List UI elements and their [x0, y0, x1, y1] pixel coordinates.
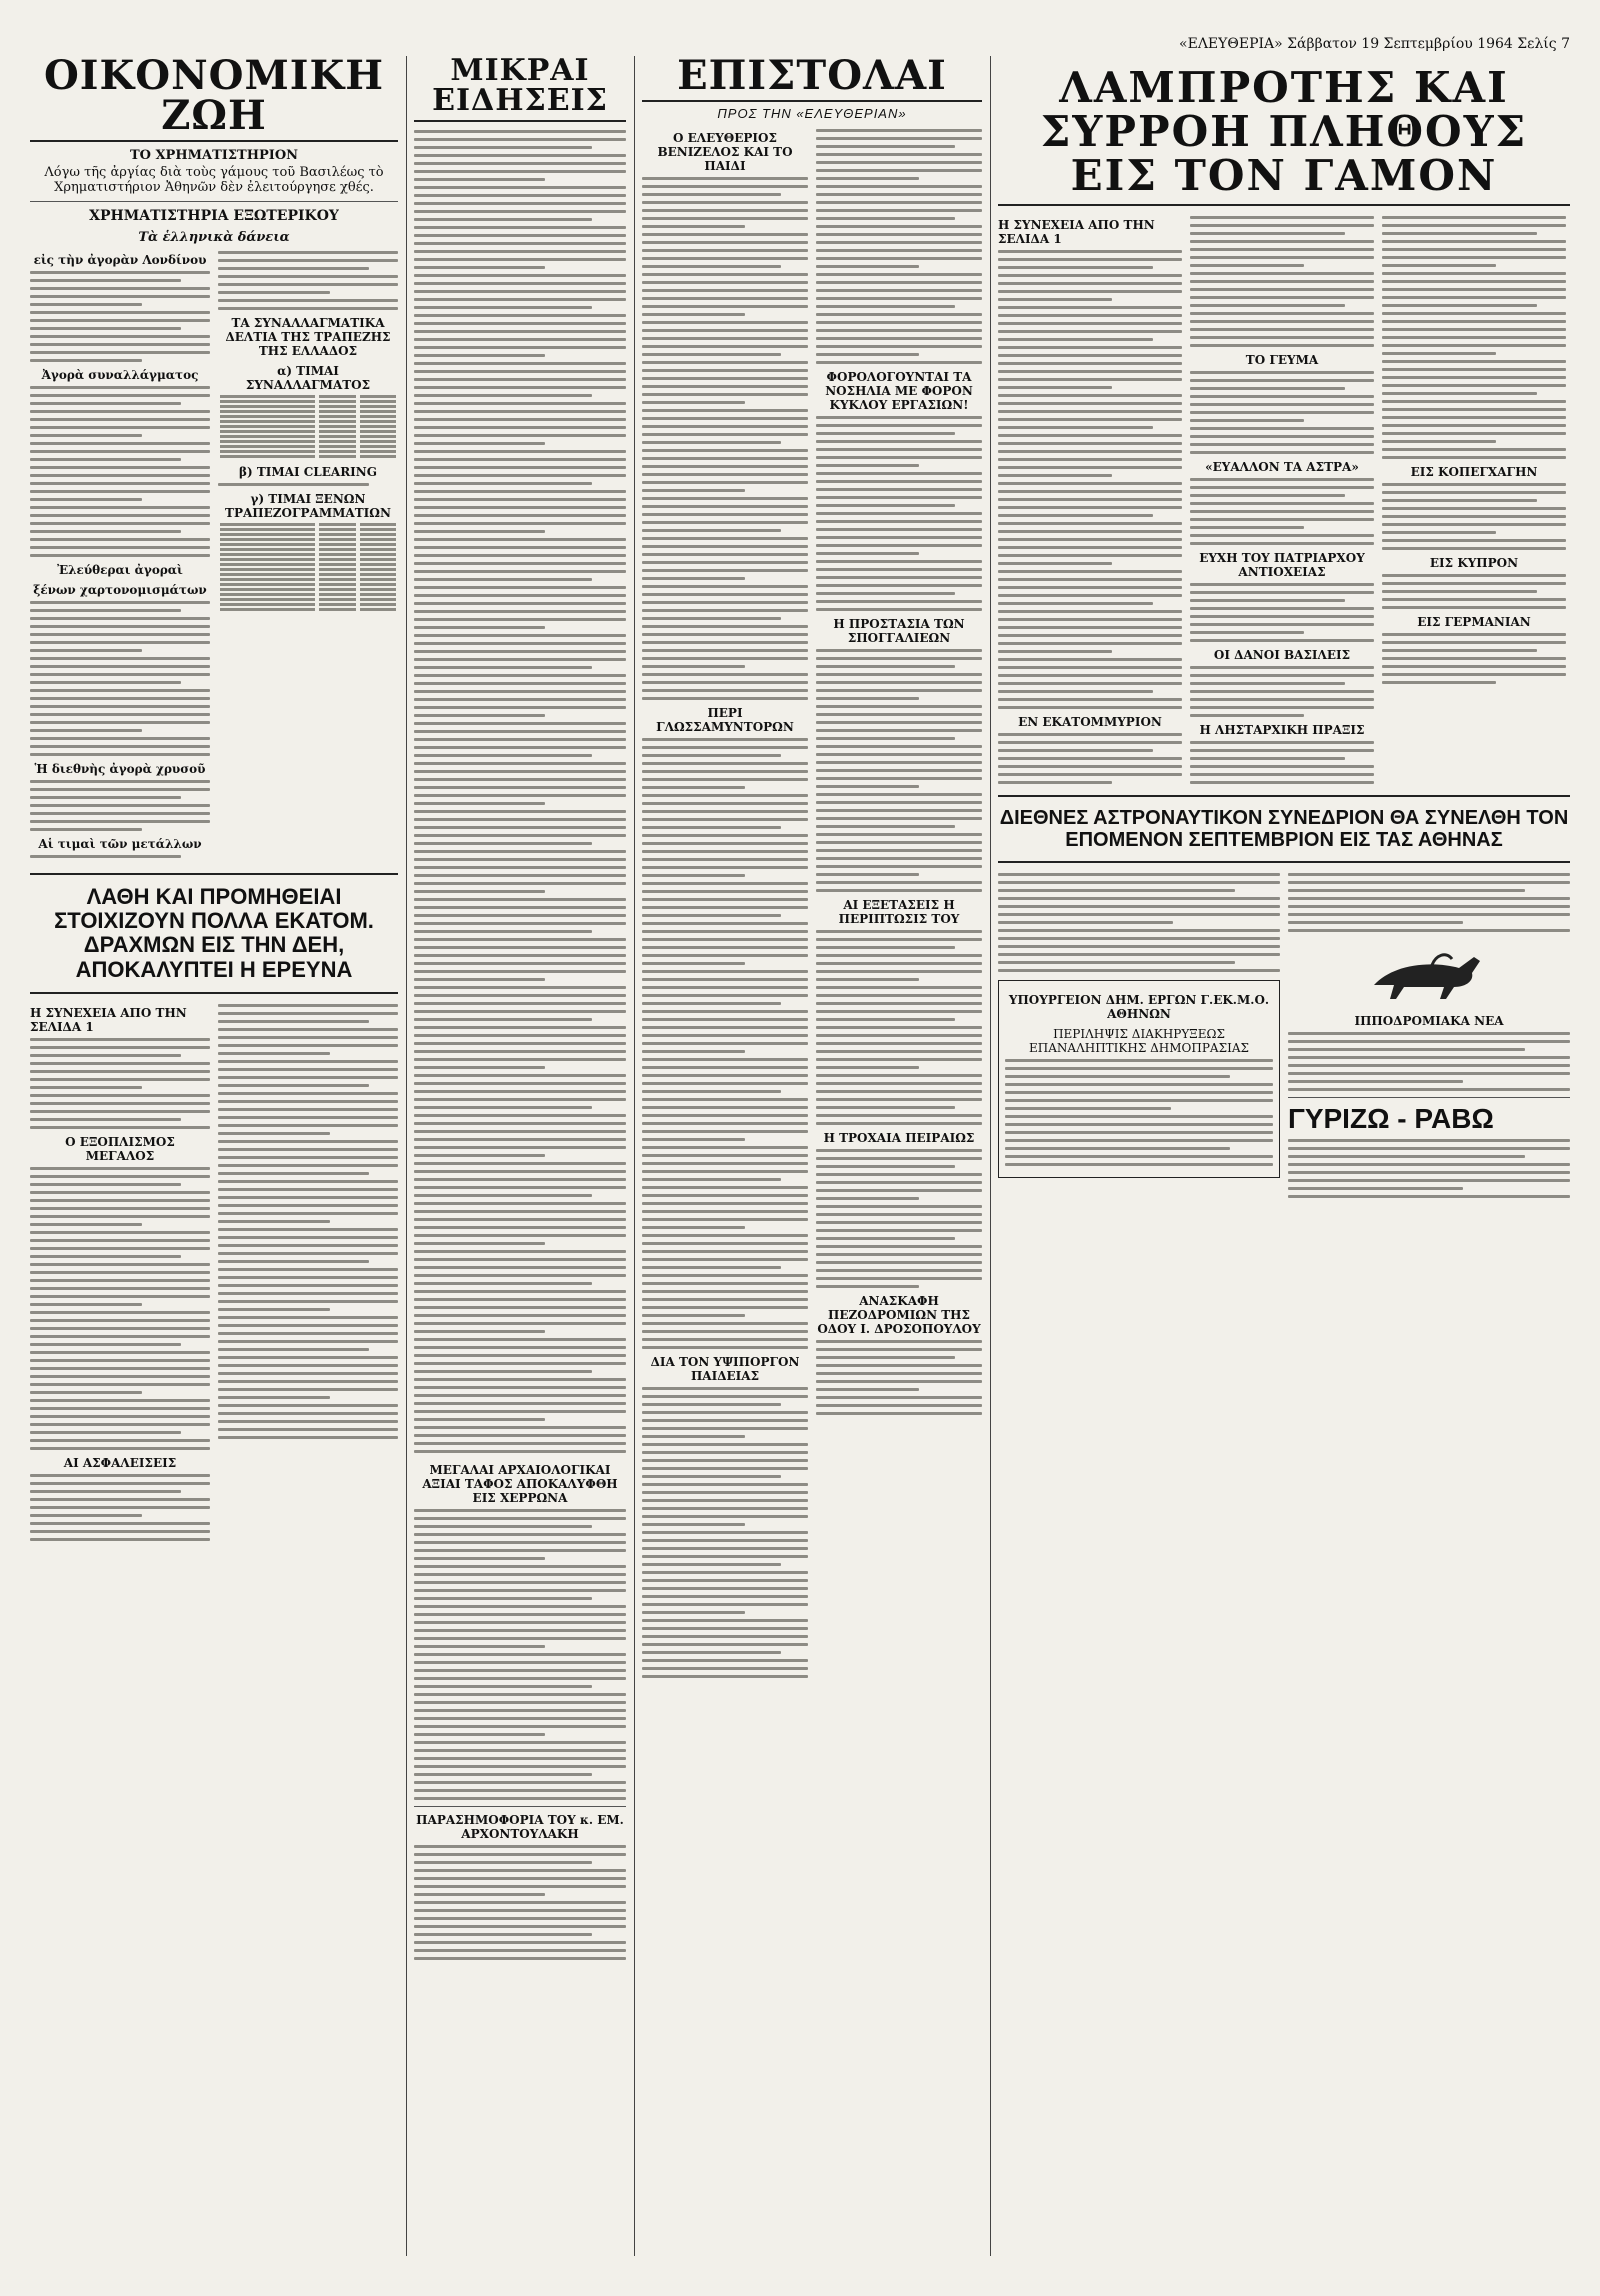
economy-sub-insurance: ΑΙ ΑΣΦΑΛΕΙΣΕΙΣ — [63, 1455, 177, 1470]
ad-title: ΓΥΡΙΖΩ - ΡΑΒΩ — [1288, 1103, 1494, 1135]
column-brief — [414, 36, 626, 1965]
economy-sub-foreign: ΧΡΗΜΑΤΙΣΤΗΡΙΑ ΕΞΩΤΕΡΙΚΟΥ — [89, 208, 339, 224]
economy-sub-free-markets: Ἐλεύθεραι ἀγοραὶ — [57, 563, 183, 577]
wedding-sub-lunch: ΤΟ ΓΕΥΜΑ — [1245, 353, 1319, 368]
brief-masthead: ΜΙΚΡΑΙ ΕΙΔΗΣΕΙΣ — [414, 56, 626, 122]
economy-headline-dei: ΛΑΘΗ ΚΑΙ ΠΡΟΜΗΘΕΙΑΙ ΣΤΟΙΧΙΖΟΥΝ ΠΟΛΛΑ ΕΚΑΤΟΜ. ΔΡΑΧΜΩΝ ΕΙΣ ΤΗΝ ΔΕΗ, ΑΠΟΚΑΛΥΠΤΕΙ Η ΕΡΕΥΝΑ — [54, 884, 374, 982]
column-wedding — [998, 36, 1570, 1203]
economy-masthead: ΟΙΚΟΝΟΜΙΚΗ ΖΩΗ — [30, 56, 398, 142]
economy-sub-london: εἰς τὴν ἀγορὰν Λονδίνου — [33, 253, 207, 267]
banknote-table — [218, 522, 398, 612]
racing-news: ΙΠΠΟΔΡΟΜΙΑΚΑ ΝΕΑ — [1354, 1014, 1504, 1029]
economy-sub-gold: Ἡ διεθνὴς ἀγορὰ χρυσοῦ — [34, 762, 206, 776]
tender-notice-title: ΥΠΟΥΡΓΕΙΟΝ ΔΗΜ. ΕΡΓΩΝ Γ.ΕΚ.Μ.Ο. ΑΘΗΝΩΝ — [1008, 993, 1270, 1022]
astronautics-headline: ΔΙΕΘΝΕΣ ΑΣΤΡΟΝΑΥΤΙΚΟΝ ΣΥΝΕΔΡΙΟΝ ΘΑ ΣΥΝΕΛΘΗ ΤΟΝ ΕΠΟΜΕΝΟΝ ΣΕΠΤΕΜΒΡΙΟΝ ΕΙΣ ΤΑΣ ΑΘΗΝΑΣ — [999, 807, 1569, 852]
wedding-sub-danes: ΟΙ ΔΑΝΟΙ ΒΑΣΙΛΕΙΣ — [1213, 648, 1351, 663]
column-economy — [30, 36, 398, 1546]
letters-sub-tax: ΦΟΡΟΛΟΓΟΥΝΤΑΙ ΤΑ ΝΟΣΗΛΙΑ ΜΕ ΦΟΡΟΝ ΚΥΚΛΟΥ ΕΡΓΑΣΙΩΝ! — [825, 370, 973, 412]
racing-horse-icon — [1288, 938, 1570, 1008]
wedding-sub-robbery: Η ΛΗΣΤΑΡΧΙΚΗ ΠΡΑΞΙΣ — [1199, 723, 1365, 738]
letters-masthead: ΕΠΙΣΤΟΛΑΙ — [642, 56, 982, 102]
wedding-sub-cyprus: ΕΙΣ ΚΥΠΡΟΝ — [1429, 556, 1519, 571]
wedding-sub-copenhagen: ΕΙΣ ΚΟΠΕΓΧΑΓΗΝ — [1410, 465, 1538, 480]
brief-sub-award: ΠΑΡΑΣΗΜΟΦΟΡΙΑ ΤΟΥ κ. ΕΜ. ΑΡΧΟΝΤΟΥΛΑΚΗ — [416, 1813, 624, 1841]
tender-notice-sub: ΠΕΡΙΛΗΨΙΣ ΔΙΑΚΗΡΥΞΕΩΣ ΕΠΑΝΑΛΗΠΤΙΚΗΣ ΔΗΜΟΠΡΑΣΙΑΣ — [1029, 1027, 1249, 1056]
wedding-sub-stars: «ΕΥΑΛΛΟΝ ΤΑ ΑΣΤΡΑ» — [1205, 460, 1359, 475]
letters-sub-sidewalk: ΑΝΑΣΚΑΦΗ ΠΕΖΟΔΡΟΜΙΩΝ ΤΗΣ ΟΔΟΥ Ι. ΔΡΟΣΟΠΟΥΛΟΥ — [817, 1294, 981, 1336]
economy-table-title: ΤΑ ΣΥΝΑΛΛΑΓΜΑΤΙΚΑ ΔΕΛΤΙΑ ΤΗΣ ΤΡΑΠΕΖΗΣ ΤΗΣ ΕΛΛΑΔΟΣ — [225, 316, 391, 358]
letters-sub-language: ΠΕΡΙ ΓΛΩΣΣΑΜΥΝΤΟΡΩΝ — [656, 706, 794, 734]
economy-table-sub-2: β) ΤΙΜΑΙ CLEARING — [239, 465, 377, 479]
fx-table — [218, 394, 398, 459]
tender-notice — [998, 980, 1280, 1178]
economy-sub-metals: Αἱ τιμαὶ τῶν μετάλλων — [38, 837, 202, 851]
economy-standfirst: Λόγω τῆς ἀργίας διὰ τοὺς γάμους τοῦ Βασιλέως τὸ Χρηματιστήριον Ἀθηνῶν δὲν ἐλειτούργησε χθές. — [44, 165, 384, 195]
letters-sub-exams: ΑΙ ΕΞΕΤΑΣΕΙΣ Η ΠΕΡΙΠΤΩΣΙΣ ΤΟΥ — [838, 898, 960, 926]
wedding-sub-germany: ΕΙΣ ΓΕΡΜΑΝΙΑΝ — [1417, 615, 1531, 630]
date-line: «ΕΛΕΥΘΕΡΙΑ» Σάββατον 19 Σεπτεμβρίου 1964 Σελίς 7 — [1179, 36, 1570, 52]
brief-sub-archaeology: ΜΕΓΑΛΑΙ ΑΡΧΑΙΟΛΟΓΙΚΑΙ ΑΞΙΑΙ ΤΑΦΟΣ ΑΠΟΚΑΛΥΦΘΗ ΕΙΣ ΧΕΡΡΩΝΑ — [422, 1463, 618, 1505]
economy-sub-loans: Τὰ ἑλληνικὰ δάνεια — [138, 230, 290, 245]
wedding-continuation: Η ΣΥΝΕΧΕΙΑ ΑΠΟ ΤΗΝ ΣΕΛΙΔΑ 1 — [998, 218, 1155, 247]
economy-table-sub-3: γ) ΤΙΜΑΙ ΞΕΝΩΝ ΤΡΑΠΕΖΟΓΡΑΜΜΑΤΙΩΝ — [225, 492, 391, 520]
letters-sub-venizelos: Ο ΕΛΕΥΘΕΡΙΟΣ ΒΕΝΙΖΕΛΟΣ ΚΑΙ ΤΟ ΠΑΙΔΙ — [657, 131, 793, 173]
wedding-sub-million: ΕΝ ΕΚΑΤΟΜΜΥΡΙΟΝ — [1018, 715, 1162, 730]
economy-sub-fx: Ἀγορὰ συναλλάγματος — [41, 368, 199, 382]
newspaper-page — [30, 36, 1570, 2266]
economy-sub-equipment: Ο ΕΞΟΠΛΙΣΜΟΣ ΜΕΓΑΛΟΣ — [65, 1134, 175, 1163]
economy-sub-notes: ξένων χαρτονομισμάτων — [33, 583, 207, 597]
column-letters — [642, 36, 982, 1683]
economy-section: ΤΟ ΧΡΗΜΑΤΙΣΤΗΡΙΟΝ — [129, 148, 299, 163]
economy-continuation: Η ΣΥΝΕΧΕΙΑ ΑΠΟ ΤΗΝ ΣΕΛΙΔΑ 1 — [30, 1005, 187, 1034]
letters-sub-deputy-minister: ΔΙΑ ΤΟΝ ΥΨΙΠΟΡΓΟΝ ΠΑΙΔΕΙΑΣ — [650, 1355, 800, 1383]
wedding-sub-patriarch: ΕΥΧΗ ΤΟΥ ΠΑΤΡΙΑΡΧΟΥ ΑΝΤΙΟΧΕΙΑΣ — [1199, 551, 1365, 580]
economy-table-sub-1: α) ΤΙΜΑΙ ΣΥΝΑΛΛΑΓΜΑΤΟΣ — [245, 364, 371, 392]
letters-sub-sponge: Η ΠΡΟΣΤΑΣΙΑ ΤΩΝ ΣΠΟΓΓΑΛΙΕΩΝ — [833, 617, 965, 645]
letters-kicker: ΠΡΟΣ ΤΗΝ «ΕΛΕΥΘΕΡΙΑΝ» — [717, 106, 907, 121]
wedding-headline: ΛΑΜΠΡΟΤΗΣ ΚΑΙ ΣΥΡΡΟΗ ΠΛΗΘΟΥΣ ΕΙΣ ΤΟΝ ΓΑΜΟΝ — [998, 66, 1570, 206]
letters-sub-traffic: Η ΤΡΟΧΑΙΑ ΠΕΙΡΑΙΩΣ — [823, 1131, 975, 1145]
